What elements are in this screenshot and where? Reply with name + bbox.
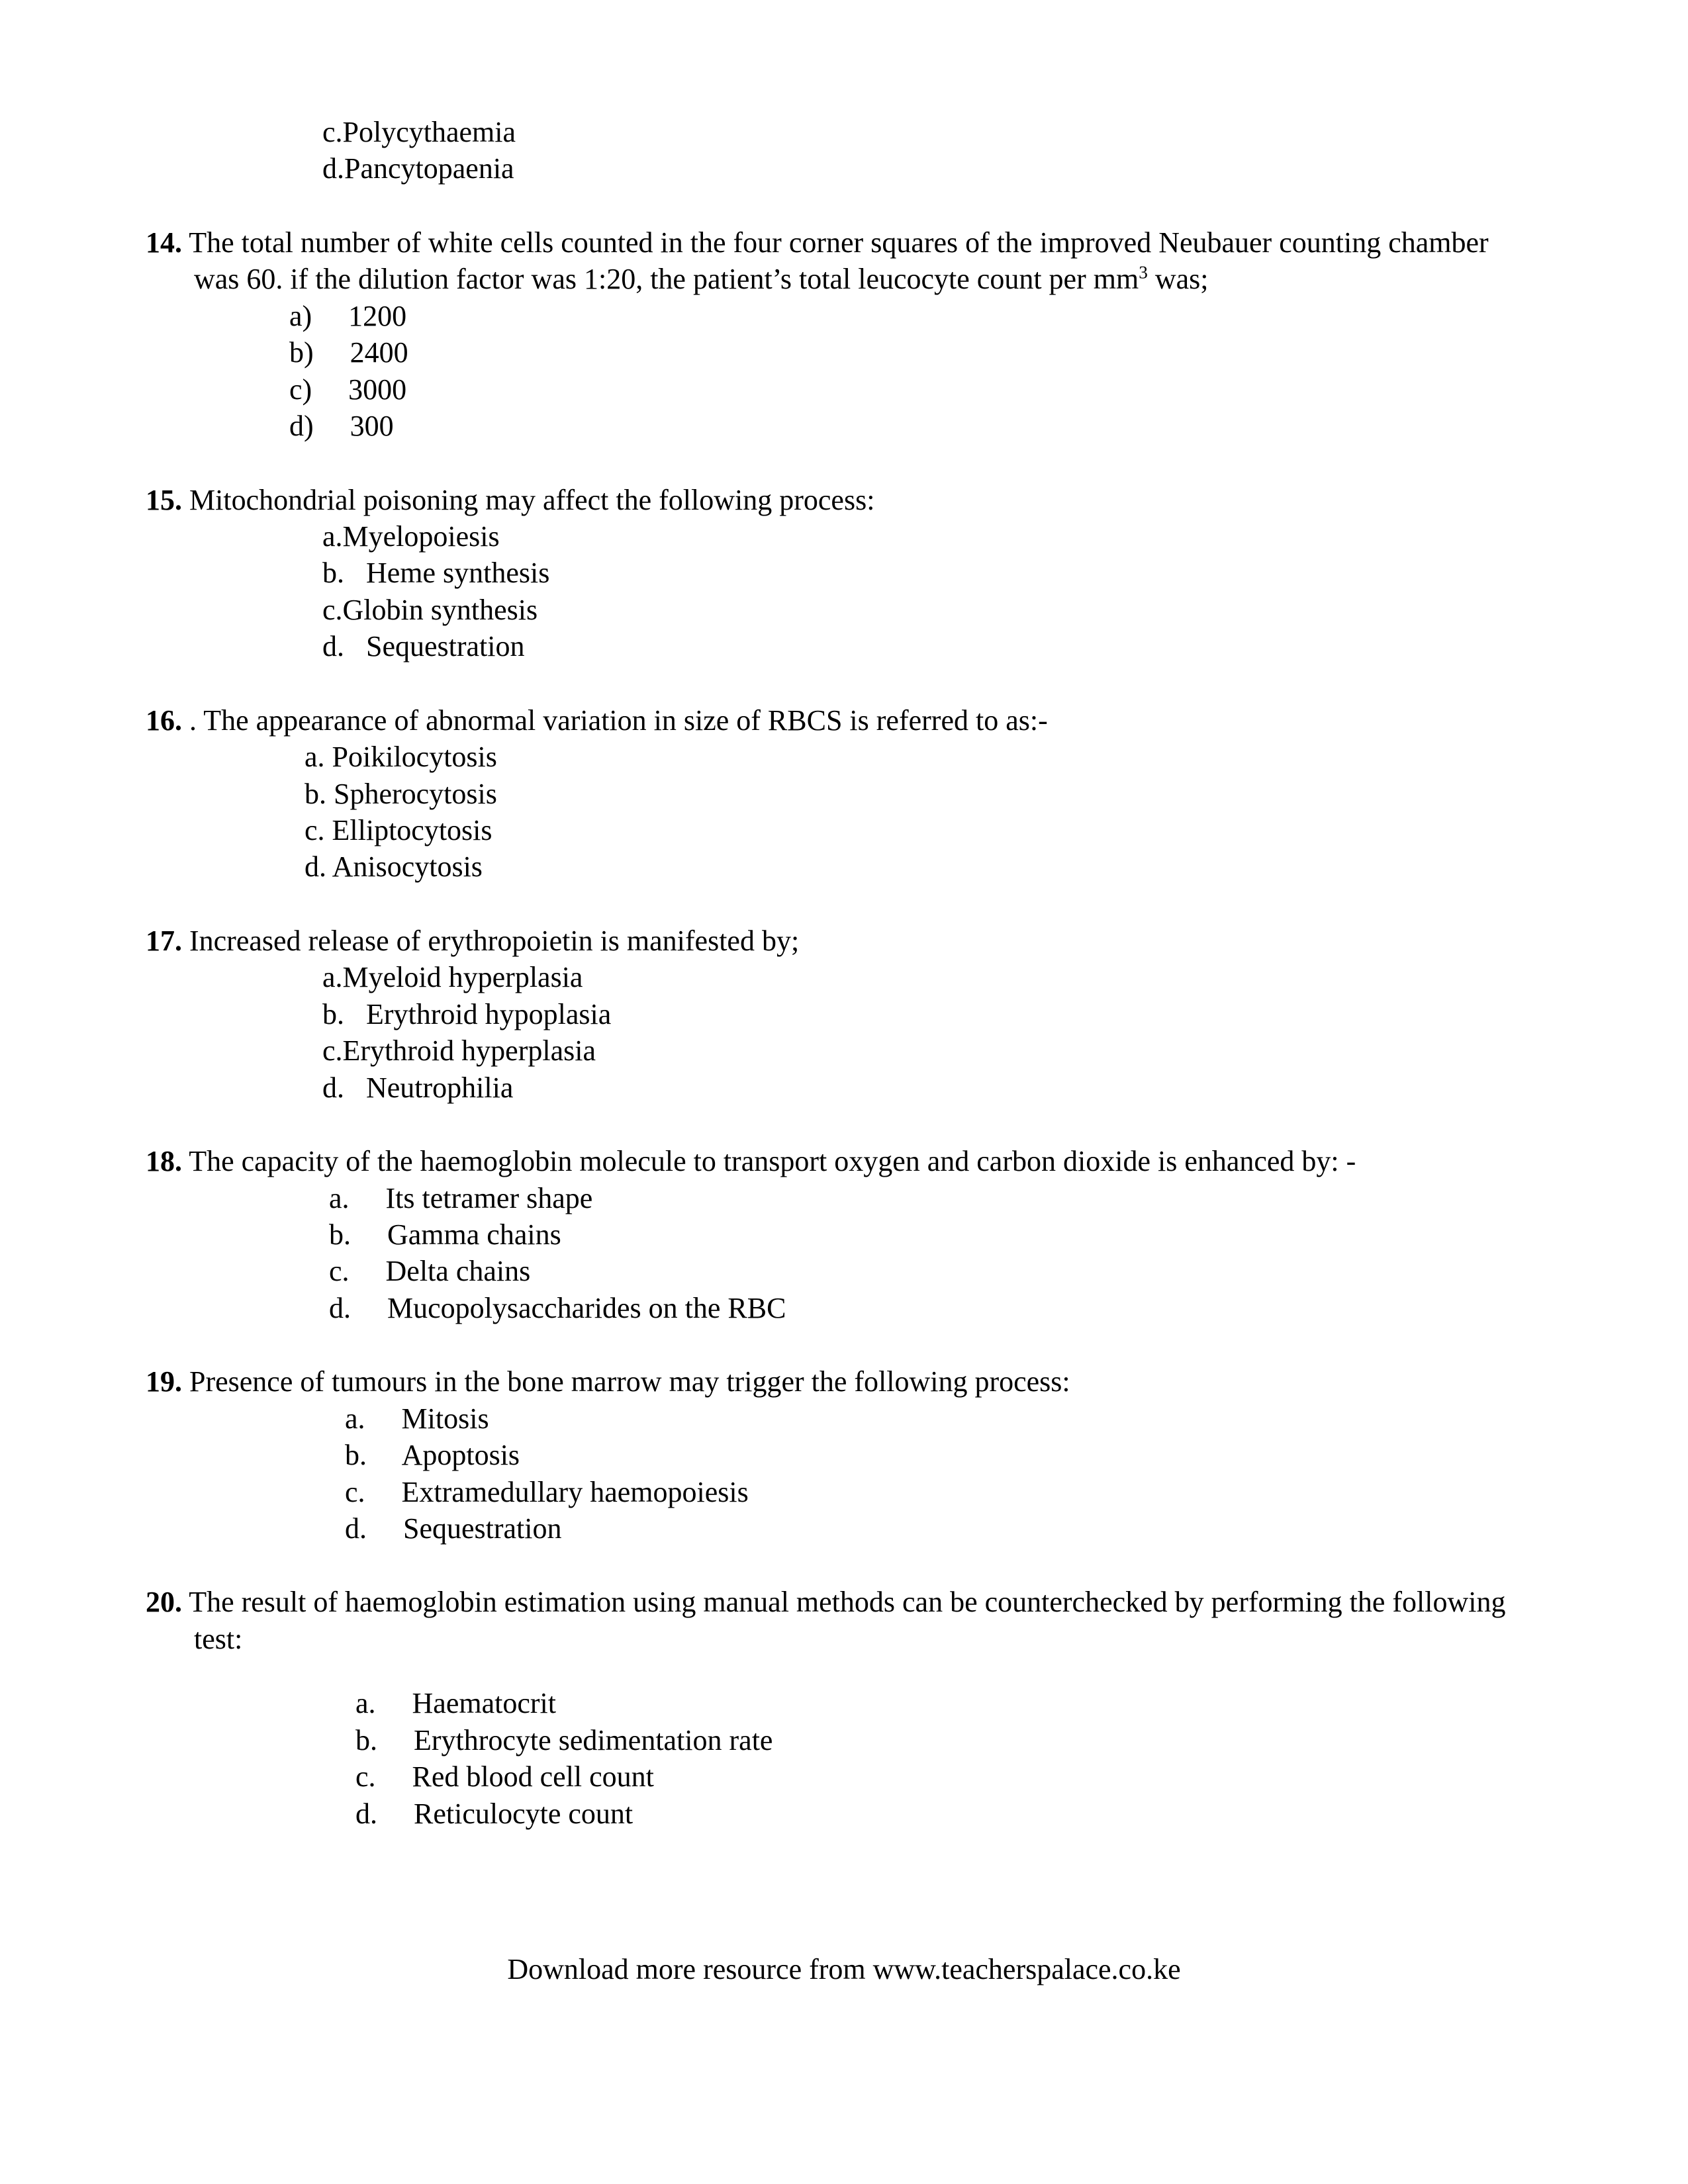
question-number: 16. [146, 704, 182, 737]
page-footer: Download more resource from www.teacherspalace.co.ke [507, 1953, 1181, 1985]
option-item[interactable]: b) 2400 [289, 336, 408, 369]
option-item[interactable]: b. Spherocytosis [305, 777, 497, 810]
option-item[interactable]: a.Myelopoiesis [322, 520, 500, 553]
option-item[interactable]: d. Anisocytosis [305, 850, 483, 884]
option-item[interactable]: b. Gamma chains [329, 1218, 561, 1251]
question-number: 19. [146, 1365, 182, 1398]
option-item[interactable]: d. Mucopolysaccharides on the RBC [329, 1291, 786, 1324]
question-text: . The appearance of abnormal variation in size of RBCS is referred to as:- [189, 704, 1048, 737]
option-item[interactable]: d. Sequestration [345, 1512, 562, 1545]
superscript-unit: 3 [1139, 262, 1148, 283]
question-block [0, 482, 1688, 665]
question-block [0, 1143, 1688, 1326]
option-item[interactable]: b. Erythroid hypoplasia [322, 997, 612, 1030]
option-list [0, 1180, 1688, 1327]
question-text: Increased release of erythropoietin is manifested by; [189, 924, 800, 957]
option-item[interactable]: c. Delta chains [329, 1255, 531, 1288]
question-block [0, 1584, 1688, 1832]
question-text: The result of haemoglobin estimation using manual methods can be counterchecked by performing the following test: [189, 1586, 1506, 1655]
question-number: 15. [146, 483, 182, 516]
question-heading [0, 923, 1688, 959]
question-text: Presence of tumours in the bone marrow may trigger the following process: [189, 1365, 1070, 1398]
question-text: Mitochondrial poisoning may affect the following process: [189, 483, 875, 516]
option-list [0, 1400, 1688, 1547]
question-list [0, 224, 1688, 1832]
option-item[interactable]: a.Myeloid hyperplasia [322, 961, 583, 994]
question-text: The total number of white cells counted in the four corner squares of the improved Neubauer counting chamber was 60. if the dilution factor was 1:20, the patient’s total leucocyte count per mm [189, 226, 1489, 296]
question-heading [0, 224, 1688, 298]
question-heading [0, 1584, 1688, 1657]
question-text-tail: was; [1147, 263, 1209, 296]
option-item[interactable]: d. Neutrophilia [322, 1071, 514, 1104]
option-item[interactable]: c) 3000 [289, 373, 407, 406]
option-item[interactable]: c. Extramedullary haemopoiesis [345, 1475, 749, 1508]
option-list [0, 739, 1688, 886]
question-number: 17. [146, 924, 182, 957]
question-heading [0, 1143, 1688, 1179]
option-list [0, 518, 1688, 665]
option-list [0, 298, 1688, 445]
question-block [0, 702, 1688, 886]
option-item[interactable]: d) 300 [289, 410, 394, 443]
question-text: The capacity of the haemoglobin molecule to transport oxygen and carbon dioxide is enhanced by: - [189, 1145, 1356, 1178]
question-heading [0, 482, 1688, 518]
question-heading [0, 1363, 1688, 1400]
option-item[interactable]: d. Reticulocyte count [355, 1797, 633, 1830]
question-heading [0, 702, 1688, 739]
option-item[interactable]: a. Its tetramer shape [329, 1181, 593, 1214]
option-item[interactable]: c.Erythroid hyperplasia [322, 1034, 596, 1068]
option-item[interactable]: a) 1200 [289, 299, 407, 332]
option-item[interactable]: b. Heme synthesis [322, 557, 550, 590]
option-item[interactable]: b. Apoptosis [345, 1439, 520, 1472]
option-item[interactable]: a. Poikilocytosis [305, 741, 497, 774]
list-item: c.Polycythaemia [322, 116, 516, 148]
option-item[interactable]: a. Mitosis [345, 1402, 489, 1435]
question-block [0, 923, 1688, 1106]
carried-over-options [0, 0, 1688, 187]
option-item[interactable]: d. Sequestration [322, 630, 525, 663]
option-item[interactable]: c.Globin synthesis [322, 593, 538, 626]
question-block [0, 224, 1688, 445]
option-item[interactable]: c. Red blood cell count [355, 1760, 654, 1794]
question-block [0, 1363, 1688, 1547]
option-item[interactable]: a. Haematocrit [355, 1687, 556, 1720]
list-item: d.Pancytopaenia [322, 152, 514, 185]
question-number: 18. [146, 1145, 182, 1178]
question-number: 14. [146, 226, 182, 259]
option-item[interactable]: b. Erythrocyte sedimentation rate [355, 1723, 773, 1756]
option-item[interactable]: c. Elliptocytosis [305, 814, 492, 846]
option-list [0, 959, 1688, 1106]
option-list [0, 1685, 1688, 1832]
question-number: 20. [146, 1586, 182, 1619]
